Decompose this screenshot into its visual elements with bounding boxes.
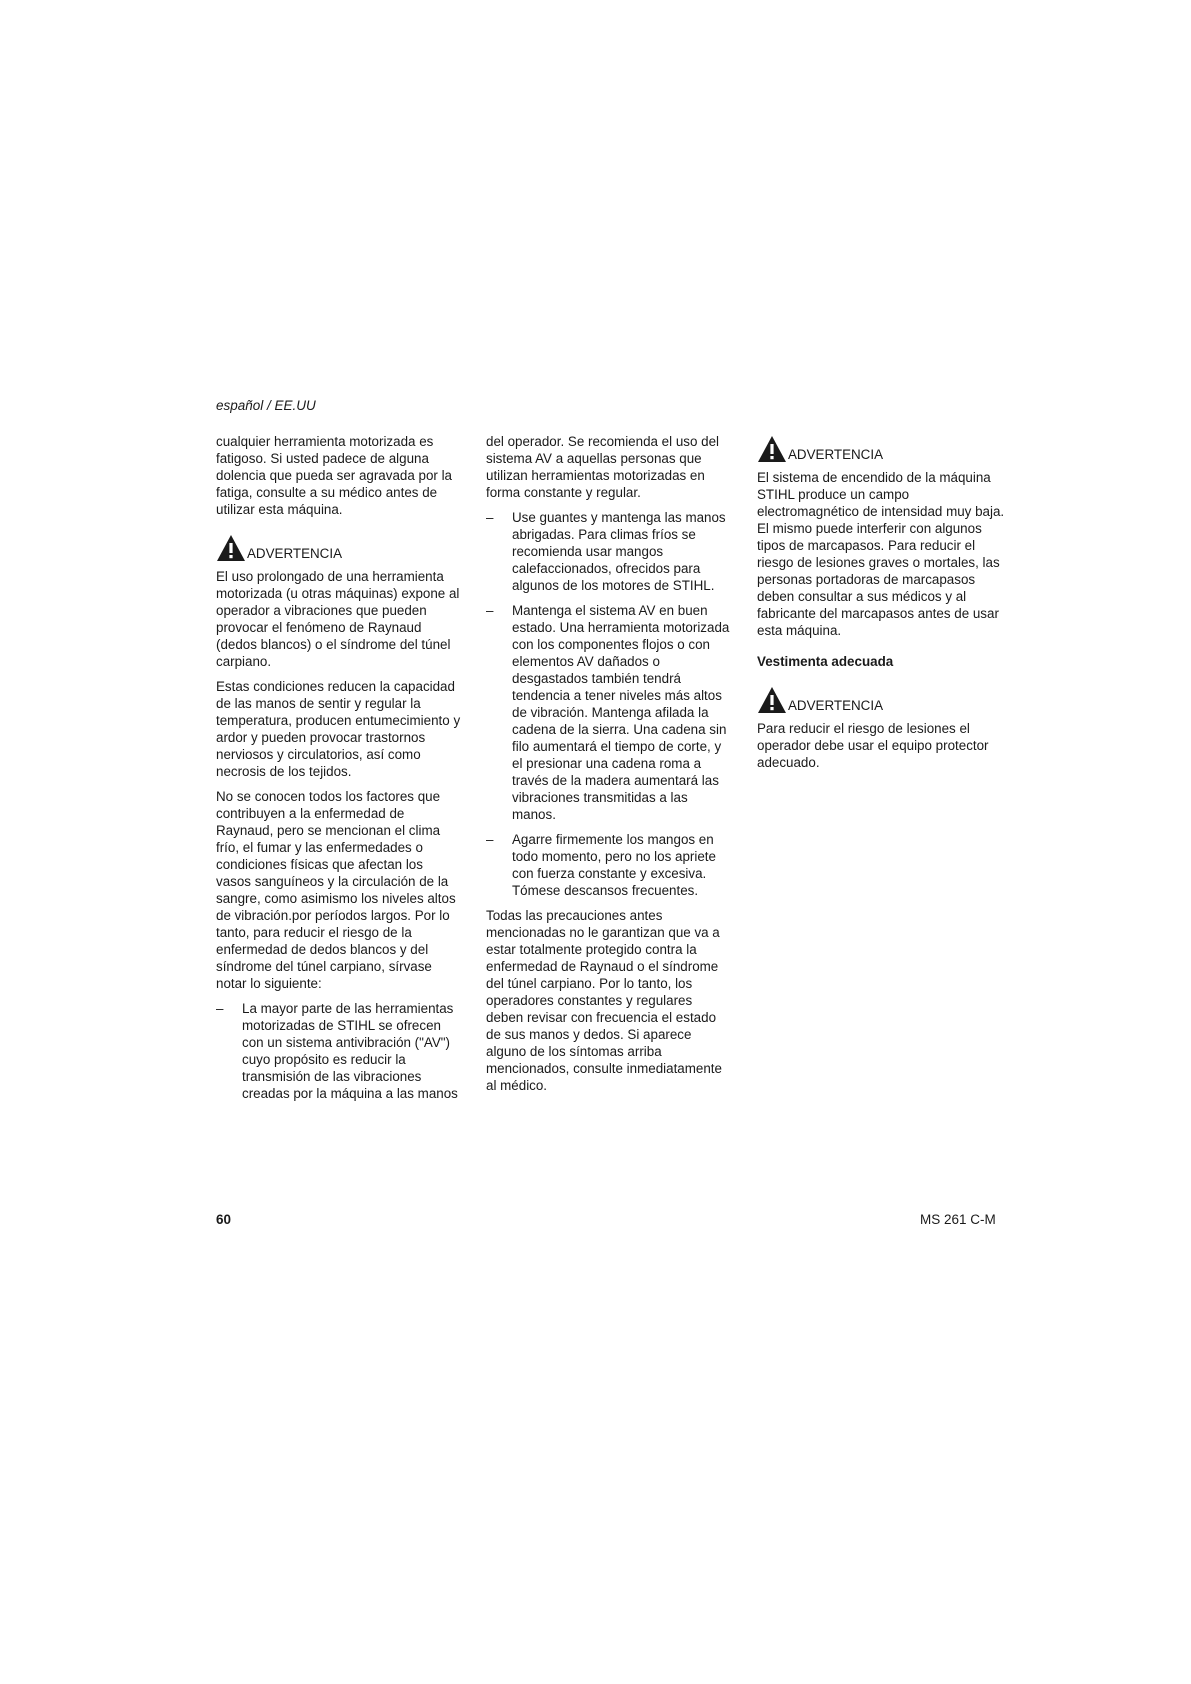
list-item-text: Use guantes y mantenga las manos abrigadas. Para climas fríos se recomienda usar mangos calefaccionados, ofrecidos para algunos de los motores de STIHL. (512, 510, 726, 593)
warning-label: ADVERTENCIA (788, 698, 883, 713)
list-item-text: Agarre firmemente los mangos en todo momento, pero no los apriete con fuerza constante y excesiva. Tómese descansos frecuentes. (512, 832, 716, 898)
column-2 (486, 433, 731, 1102)
model-name: MS 261 C-M (920, 1212, 996, 1227)
warning-triangle-icon (757, 435, 787, 463)
warning-label: ADVERTENCIA (247, 546, 342, 561)
list-item (486, 602, 731, 823)
paragraph: El uso prolongado de una herramienta motorizada (u otras máquinas) expone al operador a vibraciones que pueden provocar el fenómeno de Raynaud (dedos blancos) o el síndrome del túnel carpiano. (216, 569, 460, 669)
paragraph: El sistema de encendido de la máquina STIHL produce un campo electromagnético de intensidad muy baja. El mismo puede interferir con algunos tipos de marcapasos. Para reducir el riesgo de lesiones graves o mortales, las personas portadoras de marcapasos deben consultar a sus médicos y al fabricante del marcapasos antes de usar esta máquina. (757, 470, 1005, 638)
warning-heading (757, 433, 1007, 463)
language-header: español / EE.UU (216, 398, 316, 413)
list-item (486, 509, 731, 594)
section-heading: Vestimenta adecuada (757, 654, 894, 669)
bullet-dash: – (486, 603, 494, 618)
column-3 (757, 433, 1007, 779)
bullet-dash: – (486, 510, 494, 525)
warning-triangle-icon (216, 534, 246, 562)
list-item-text: La mayor parte de las herramientas motorizadas de STIHL se ofrecen con un sistema antivibración ("AV") cuyo propósito es reducir la transmisión de las vibraciones creadas por la máquina a las manos (242, 1001, 458, 1101)
warning-triangle-icon (757, 686, 787, 714)
paragraph: del operador. Se recomienda el uso del sistema AV a aquellas personas que utilizan herramientas motorizadas en forma constante y regular. (486, 434, 720, 500)
intro-paragraph: cualquier herramienta motorizada es fatigoso. Si usted padece de alguna dolencia que pueda ser agravada por la fatiga, consulte a su médico antes de utilizar esta máquina. (216, 434, 452, 517)
paragraph: Estas condiciones reducen la capacidad de las manos de sentir y regular la temperatura, producen entumecimiento y ardor y pueden provocar trastornos nerviosos y circulatorios, así como necrosis de los tejidos. (216, 679, 461, 779)
warning-heading (216, 532, 461, 562)
paragraph: Para reducir el riesgo de lesiones el operador debe usar el equipo protector adecuado. (757, 721, 989, 770)
warning-label: ADVERTENCIA (788, 447, 883, 462)
list-item (486, 831, 731, 899)
paragraph: No se conocen todos los factores que contribuyen a la enfermedad de Raynaud, pero se mencionan el clima frío, el fumar y las enfermedades o condiciones físicas que afectan los vasos sanguíneos y la circulación de la sangre, como asimismo los niveles altos de vibración.por períodos largos. Por lo tanto, para reducir el riesgo de la enfermedad de dedos blancos y del síndrome del túnel carpiano, sírvase notar lo siguiente: (216, 789, 456, 991)
paragraph: Todas las precauciones antes mencionadas no le garantizan que va a estar totalmente protegido contra la enfermedad de Raynaud o el síndrome del túnel carpiano. Por lo tanto, los operadores constantes y regulares deben revisar con frecuencia el estado de sus manos y dedos. Si aparece alguno de los síntomas arriba mencionados, consulte inmediatamente al médico. (486, 908, 722, 1093)
bullet-dash: – (486, 832, 494, 847)
bullet-dash: – (216, 1001, 224, 1016)
warning-heading (757, 684, 1007, 714)
list-item-text: Mantenga el sistema AV en buen estado. Una herramienta motorizada con los componentes flojos o con elementos AV dañados o desgastados también tendrá tendencia a tener niveles más altos de vibración. Mantenga afilada la cadena de la sierra. Una cadena sin filo aumentará el tiempo de corte, y el presionar una cadena roma a través de la madera aumentará las vibraciones transmitidas a las manos. (512, 603, 730, 822)
list-item (216, 1000, 461, 1102)
column-1 (216, 433, 461, 1110)
page-number: 60 (216, 1212, 232, 1227)
